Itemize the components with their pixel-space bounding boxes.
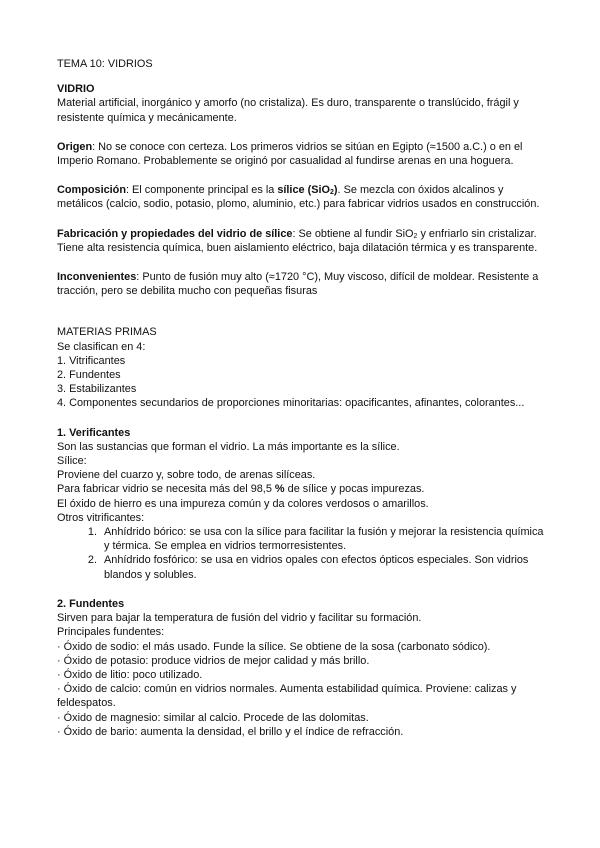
materias-item: 3. Estabilizantes xyxy=(57,383,137,396)
verificantes-line: Proviene del cuarzo y, sobre todo, de arenas silíceas. xyxy=(57,469,316,482)
verificantes-line: Sílice: xyxy=(57,455,87,468)
materias-item: 2. Fundentes xyxy=(57,369,121,382)
fundentes-item: · Óxido de sodio: el más usado. Funde la sílice. Se obtiene de la sosa (carbonato sódico). xyxy=(57,640,491,653)
composicion-paragraph: Composición: El componente principal es la sílice (SiO$_2$). Se mezcla con óxidos alcalinos y metálicos (calcio, sodio, potasio, plomo, aluminio, etc.) para fabricar vidrios usados en construcción. xyxy=(57,184,540,211)
materias-primas-heading: MATERIAS PRIMAS xyxy=(57,326,157,339)
verificantes-line: El óxido de hierro es una impureza común y da colores verdosos o amarillos. xyxy=(57,497,429,510)
inconvenientes-label: Inconvenientes xyxy=(57,271,137,284)
fundentes-item: · Óxido de litio: poco utilizado. xyxy=(57,668,203,681)
materias-item: 1. Vitrificantes xyxy=(57,354,126,367)
fundentes-item: · Óxido de potasio: produce vidrios de mejor calidad y más brillo. xyxy=(57,654,370,667)
origen-paragraph: Origen: No se conoce con certeza. Los primeros vidrios se sitúan en Egipto (≈1500 a.C.) o en el Imperio Romano. Probablemente se originó por casualidad al fundirse arenas en una hoguera. xyxy=(57,140,523,168)
materias-intro: Se clasifican en 4: xyxy=(57,340,146,353)
inconvenientes-paragraph: Inconvenientes: Punto de fusión muy alto (≈1720 °C), Muy viscoso, difícil de moldear. Resistente a tracción, pero se debilita mucho con pequeñas fisuras xyxy=(57,271,539,298)
fundentes-item: · Óxido de calcio: común en vidrios normales. Aumenta estabilidad química. Proviene: calizas y feldespatos. xyxy=(57,683,517,710)
document-title: TEMA 10: VIDRIOS xyxy=(57,58,153,70)
verificantes-line: Para fabricar vidrio se necesita más del 98,5 % de sílice y pocas impurezas. xyxy=(57,483,425,496)
verificantes-heading: 1. Verificantes xyxy=(57,426,131,439)
verificantes-line: Son las sustancias que forman el vidrio. La más importante es la sílice. xyxy=(57,440,400,453)
fabricacion-paragraph: Fabricación y propiedades del vidrio de sílice: Se obtiene al fundir SiO$_2$ y enfriarlo sin cristalizar. Tiene alta resistencia química, buen aislamiento eléctrico, baja dilatación térmica y es transparente. xyxy=(57,227,538,254)
list-item: 1. Anhídrido bórico: se usa con la sílice para facilitar la fusión y mejorar la resistencia química y térmica. Se emplea en vidrios termorresistentes. xyxy=(100,525,550,553)
fabricacion-label: Fabricación y propiedades del vidrio de sílice xyxy=(57,227,293,240)
vidrio-heading: VIDRIO xyxy=(57,83,95,96)
vidrio-definition: Material artificial, inorgánico y amorfo (no cristaliza). Es duro, transparente o translúcido, frágil y resistente química y mecánicamente. xyxy=(57,97,519,124)
origen-label: Origen xyxy=(57,140,93,153)
fundentes-item: · Óxido de magnesio: similar al calcio. Procede de las dolomitas. xyxy=(57,711,369,724)
fundentes-heading: 2. Fundentes xyxy=(57,597,125,610)
list-item: 2. Anhídrido fosfórico: se usa en vidrios opales con efectos ópticos especiales. Son vidrios blandos y solubles. xyxy=(100,553,550,581)
materias-item: 4. Componentes secundarios de proporciones minoritarias: opacificantes, afinantes, colorantes... xyxy=(57,397,525,410)
verificantes-line: Otros vitrificantes: xyxy=(57,511,145,524)
composicion-label: Composición xyxy=(57,184,126,197)
fundentes-line: Sirven para bajar la temperatura de fusión del vidrio y facilitar su formación. xyxy=(57,612,422,625)
fundentes-line: Principales fundentes: xyxy=(57,626,165,639)
otros-vitrificantes-list xyxy=(57,525,550,582)
fundentes-item: · Óxido de bario: aumenta la densidad, el brillo y el índice de refracción. xyxy=(57,725,404,738)
